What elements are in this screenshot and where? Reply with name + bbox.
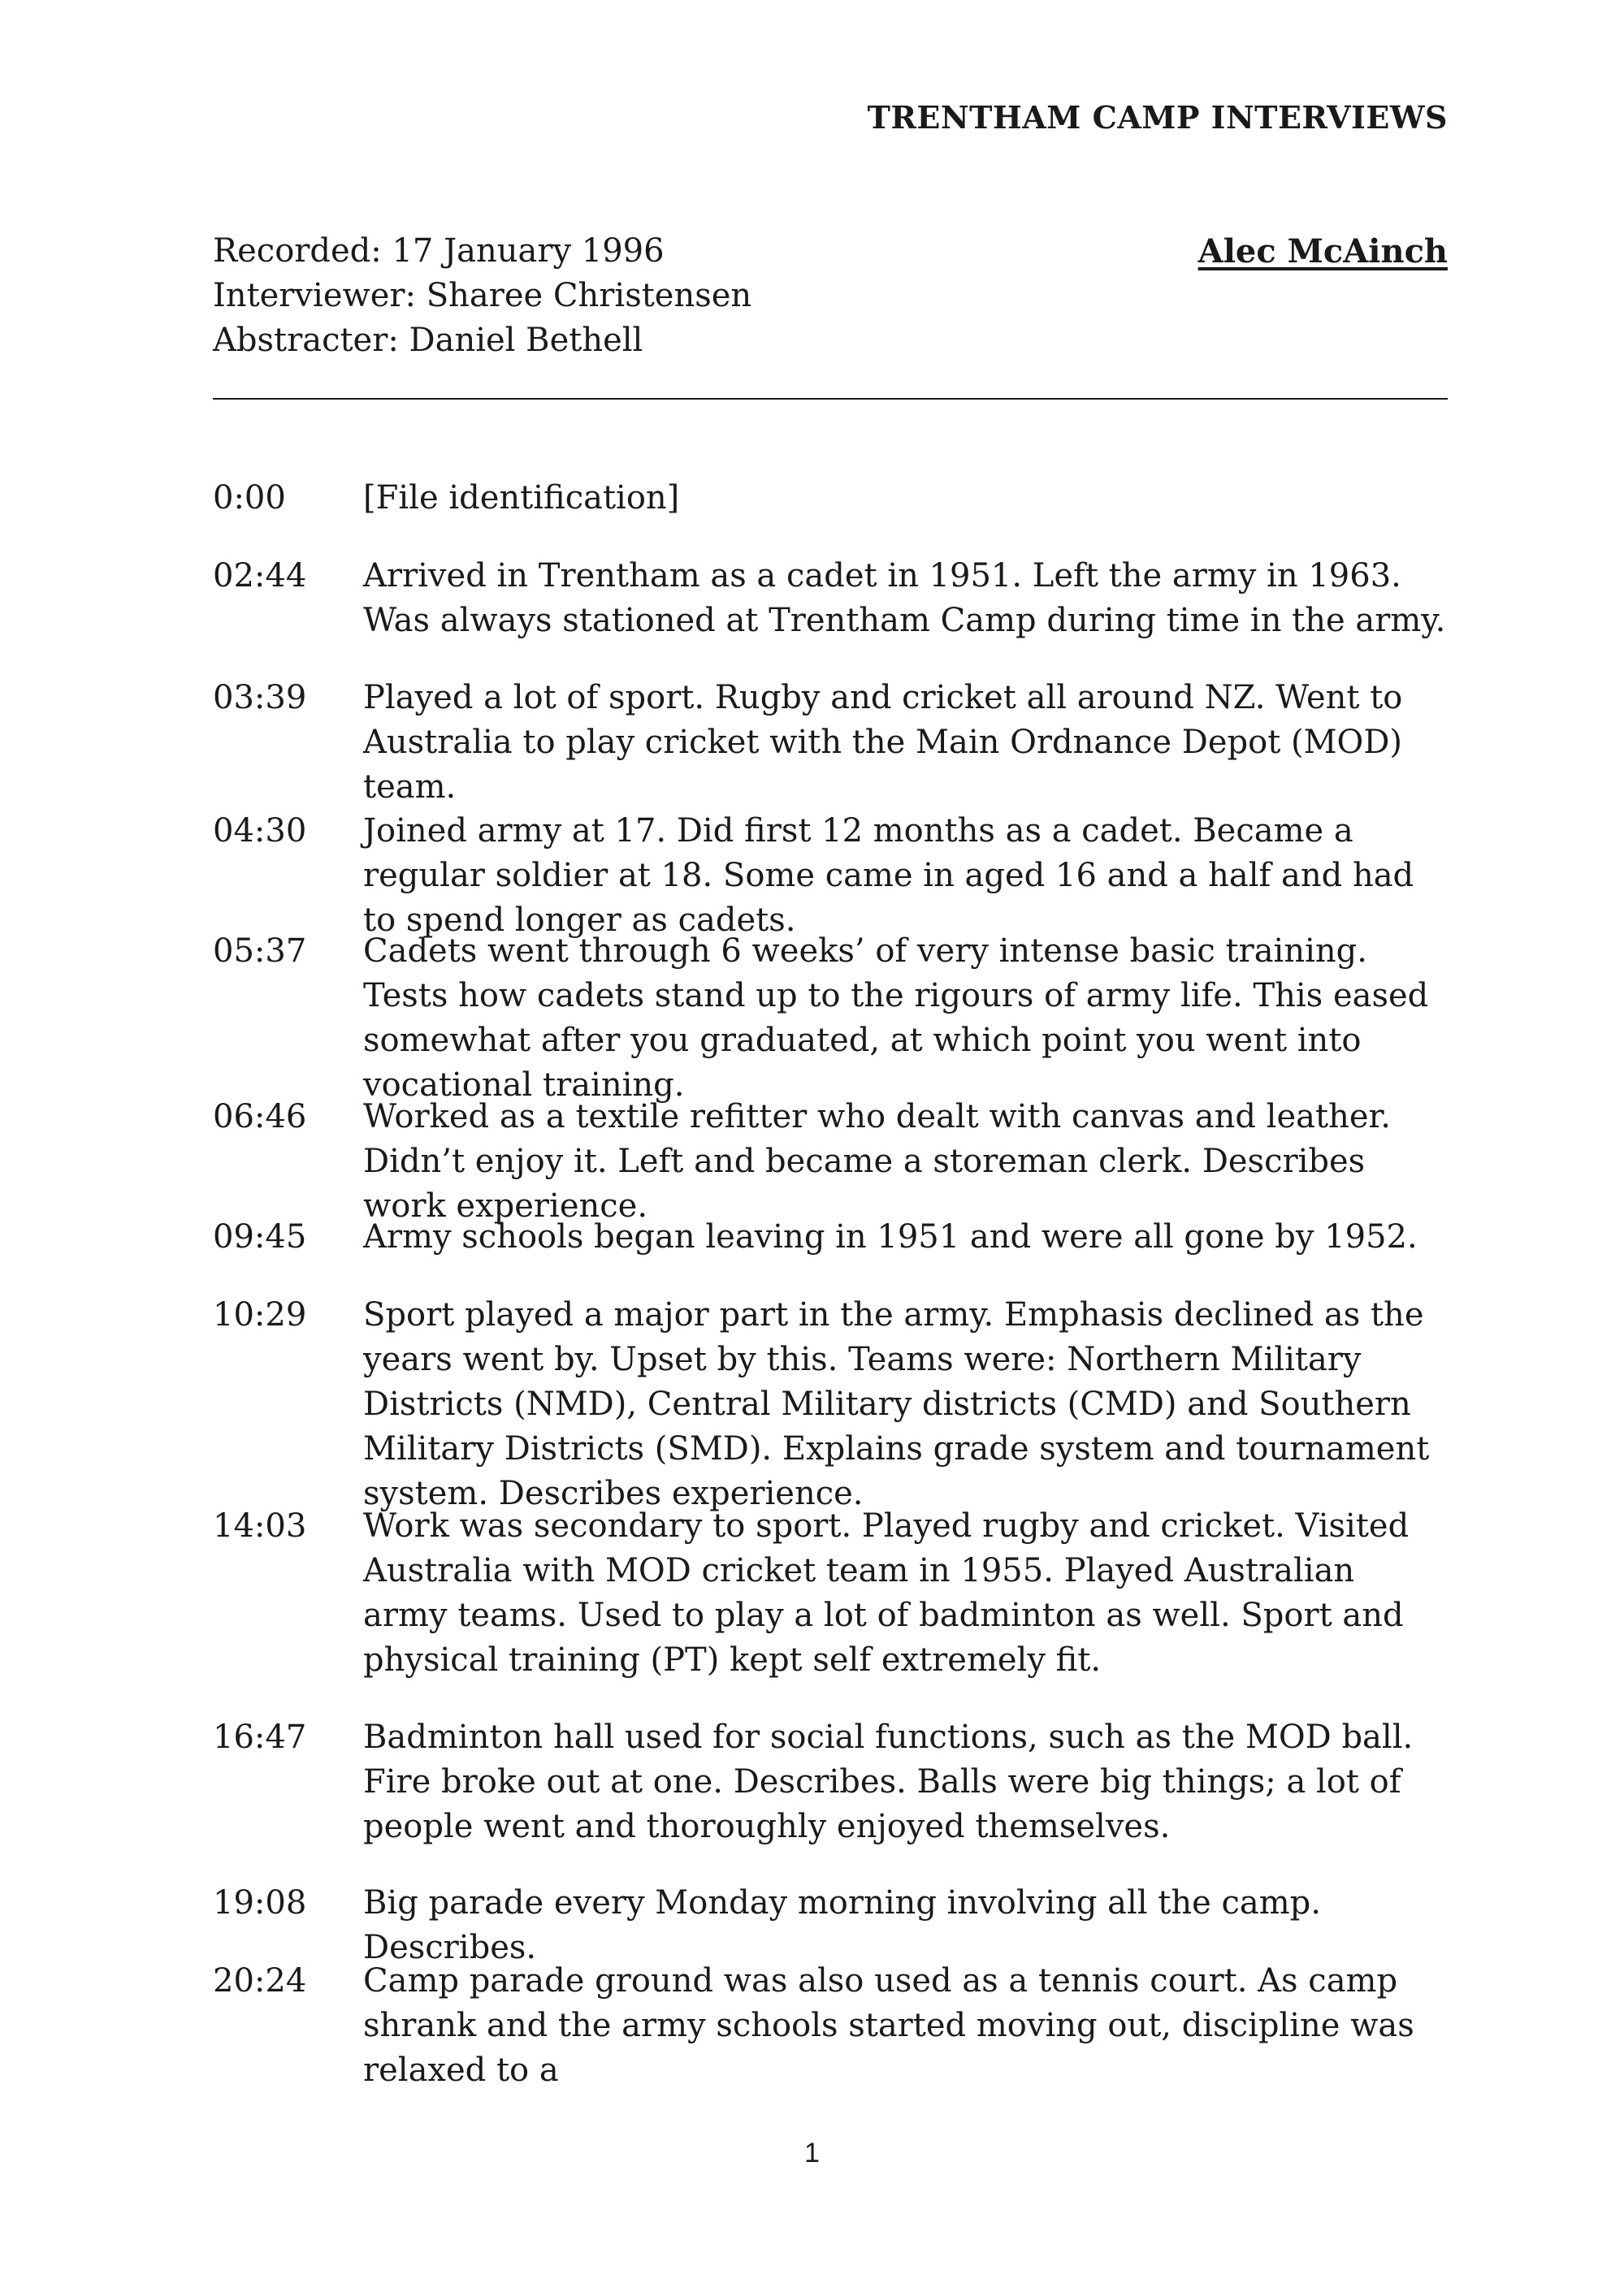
entry-text: Arrived in Trentham as a cadet in 1951. Left the army in 1963. Was always stationed at Trentham Camp during time in the army. — [363, 557, 1446, 639]
entry-timestamp: 03:39 — [213, 679, 307, 716]
recorded-date: Recorded: 17 January 1996 — [213, 232, 665, 270]
entry-text: Joined army at 17. Did first 12 months as a cadet. Became a regular soldier at 18. Some came in aged 16 and a half and had to spend longer as cadets. — [363, 812, 1414, 939]
entry-timestamp: 16:47 — [213, 1719, 307, 1756]
abstracter: Abstracter: Daniel Bethell — [213, 322, 643, 359]
header-divider — [213, 398, 1448, 400]
entry-text: Played a lot of sport. Rugby and cricket all around NZ. Went to Australia to play cricket with the Main Ordnance Depot (MOD) team. — [363, 679, 1403, 806]
entry-text: Army schools began leaving in 1951 and were all gone by 1952. — [363, 1218, 1418, 1256]
entry-timestamp: 10:29 — [213, 1296, 307, 1334]
entry-timestamp: 19:08 — [213, 1884, 307, 1922]
entry-timestamp: 20:24 — [213, 1962, 307, 2000]
entry-timestamp: 05:37 — [213, 932, 307, 970]
entry-timestamp: 04:30 — [213, 812, 307, 850]
entry-text: Sport played a major part in the army. Emphasis declined as the years went by. Upset by this. Teams were: Northern Military Districts (NMD), Central Military districts (CMD) and Southern Military Districts (SMD). Explains grade system and tournament system. Describes experience. — [363, 1296, 1430, 1512]
entry-text: Big parade every Monday morning involving all the camp. Describes. — [363, 1884, 1322, 1966]
entry-timestamp: 14:03 — [213, 1507, 307, 1545]
interviewer: Interviewer: Sharee Christensen — [213, 277, 752, 314]
entry-text: Badminton hall used for social functions, such as the MOD ball. Fire broke out at one. Describes. Balls were big things; a lot of people went and thoroughly enjoyed themselves. — [363, 1719, 1414, 1845]
entry-timestamp: 02:44 — [213, 557, 307, 595]
entry-text: Camp parade ground was also used as a tennis court. As camp shrank and the army schools started moving out, discipline was relaxed to a — [363, 1962, 1414, 2089]
entry-timestamp: 06:46 — [213, 1098, 307, 1135]
entry-timestamp: 09:45 — [213, 1218, 307, 1256]
running-header: TRENTHAM CAMP INTERVIEWS — [867, 99, 1448, 136]
page-number: 1 — [804, 2138, 820, 2168]
narrator-name: Alec McAinch — [1197, 232, 1448, 270]
entry-text: Cadets went through 6 weeks’ of very intense basic training. Tests how cadets stand up to the rigours of army life. This eased somewhat after you graduated, at which point you went into vocational training. — [363, 932, 1429, 1104]
interview-metadata — [213, 229, 1448, 363]
entry-text: Worked as a textile refitter who dealt with canvas and leather. Didn’t enjoy it. Left and became a storeman clerk. Describes work experience. — [363, 1098, 1391, 1225]
entry-text: Work was secondary to sport. Played rugby and cricket. Visited Australia with MOD cricket team in 1955. Played Australian army teams. Used to play a lot of badminton as well. Sport and physical training (PT) kept self extremely fit. — [363, 1507, 1410, 1679]
entry-text: [File identification] — [363, 479, 680, 517]
entry-timestamp: 0:00 — [213, 479, 286, 517]
